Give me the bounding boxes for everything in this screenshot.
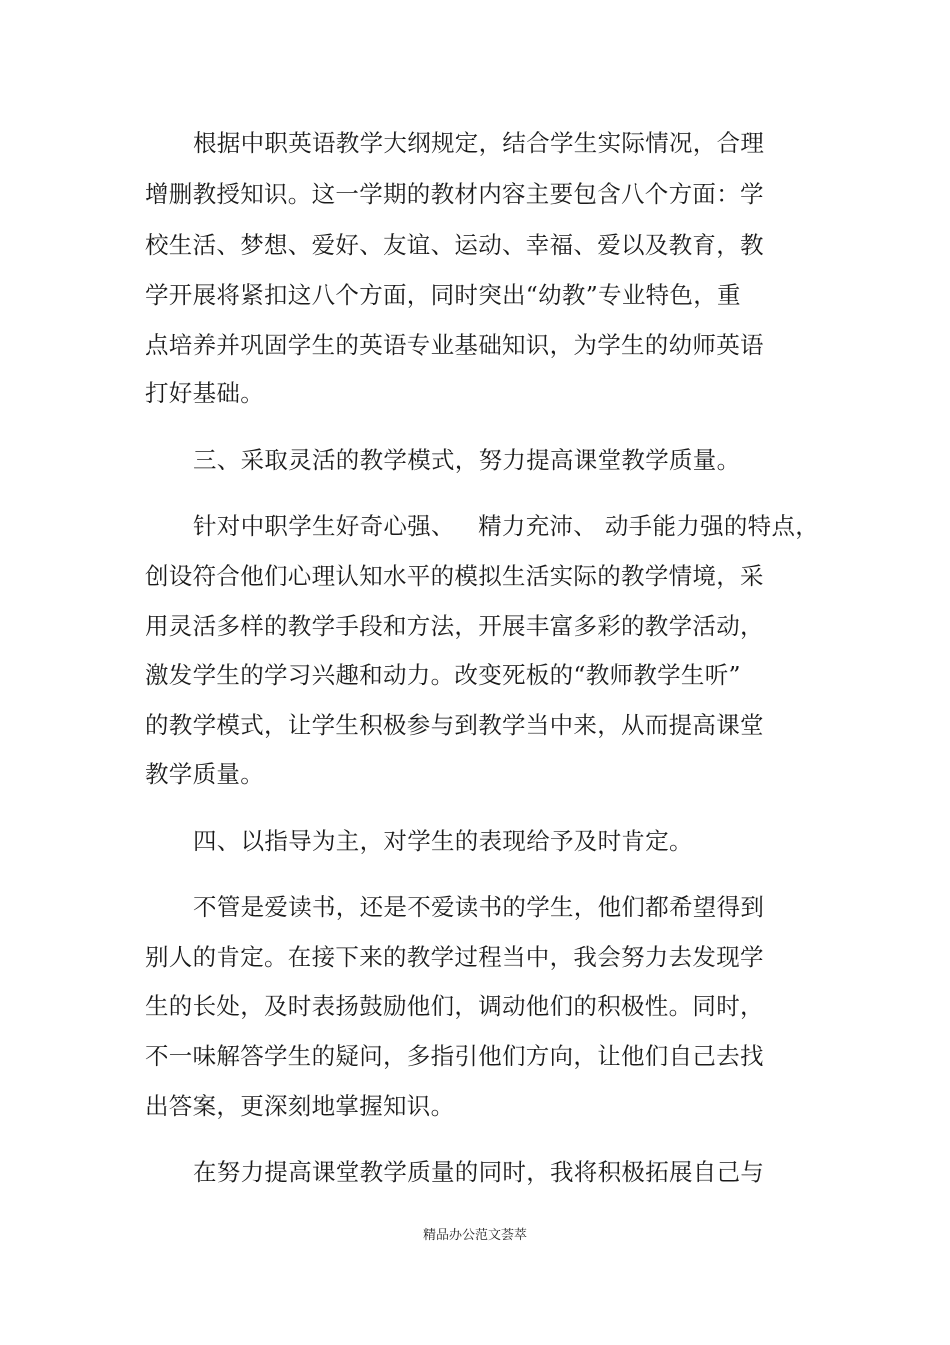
paragraph-line: 不一味解答学生的疑问，多指引他们方向，让他们自己去找 bbox=[145, 1042, 764, 1070]
section-heading: 四、以指导为主，对学生的表现给予及时肯定。 bbox=[193, 827, 693, 855]
paragraph-line: 打好基础。 bbox=[145, 379, 264, 407]
paragraph-line: 用灵活多样的教学手段和方法，开展丰富多彩的教学活动， bbox=[145, 612, 764, 640]
page-footer: 精品办公范文荟萃 bbox=[422, 1228, 527, 1243]
paragraph-line: 针对中职学生好奇心强、 精力充沛、 动手能力强的特点， bbox=[193, 512, 820, 540]
paragraph-line: 学开展将紧扣这八个方面，同时突出“幼教”专业特色，重 bbox=[145, 281, 741, 309]
paragraph-line: 生的长处，及时表扬鼓励他们，调动他们的积极性。同时， bbox=[145, 992, 764, 1020]
paragraph-line: 点培养并巩固学生的英语专业基础知识，为学生的幼师英语 bbox=[145, 331, 764, 359]
paragraph-line: 不管是爱读书，还是不爱读书的学生，他们都希望得到 bbox=[193, 893, 765, 921]
paragraph-line: 创设符合他们心理认知水平的模拟生活实际的教学情境，采 bbox=[145, 562, 764, 590]
paragraph-line: 出答案，更深刻地掌握知识。 bbox=[145, 1092, 455, 1120]
paragraph-line: 别人的肯定。在接下来的教学过程当中，我会努力去发现学 bbox=[145, 943, 764, 971]
section-heading: 三、采取灵活的教学模式，努力提高课堂教学质量。 bbox=[193, 446, 741, 474]
paragraph-line: 校生活、梦想、爱好、友谊、运动、幸福、爱以及教育，教 bbox=[145, 231, 764, 259]
paragraph-line: 激发学生的学习兴趣和动力。改变死板的“教师教学生听” bbox=[145, 661, 741, 689]
paragraph-line: 的教学模式，让学生积极参与到教学当中来，从而提高课堂 bbox=[145, 711, 764, 739]
paragraph-line: 增删教授知识。这一学期的教材内容主要包含八个方面：学 bbox=[145, 180, 764, 208]
paragraph-line: 根据中职英语教学大纲规定，结合学生实际情况，合理 bbox=[193, 129, 765, 157]
paragraph-line: 教学质量。 bbox=[145, 760, 264, 788]
paragraph-line: 在努力提高课堂教学质量的同时，我将积极拓展自己与 bbox=[193, 1158, 765, 1186]
